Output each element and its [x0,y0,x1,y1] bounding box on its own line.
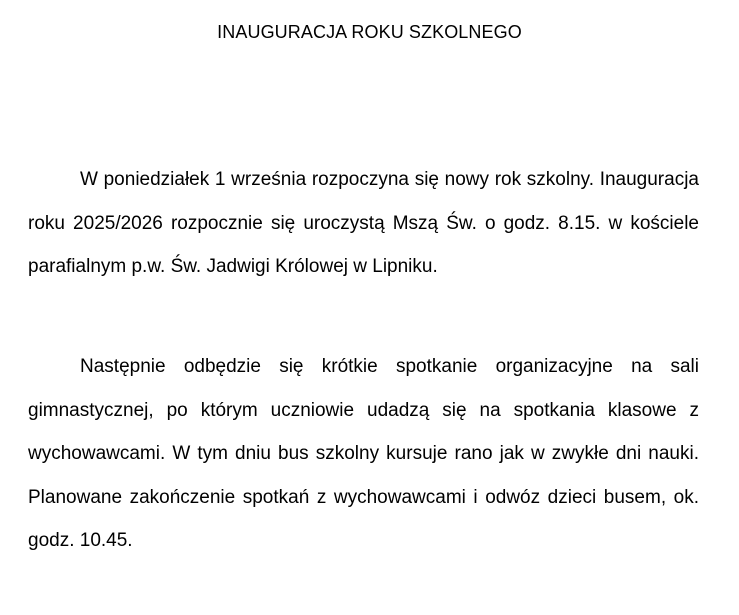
paragraph-inauguration: W poniedziałek 1 września rozpoczyna się nowy rok szkolny. Inauguracja roku 2025/2026 rozpocznie się uroczystą Mszą Św. o godz. 8.15. w kościele parafialnym p.w. Św. Jadwigi Królowej w Lipniku. [28,169,699,277]
document-title: INAUGURACJA ROKU SZKOLNEGO [217,22,522,42]
paragraph-organization: Następnie odbędzie się krótkie spotkanie organizacyjne na sali gimnastycznej, po którym uczniowie udadzą się na spotkania klasowe z wychowawcami. W tym dniu bus szkolny kursuje rano jak w zwykłe dni nauki. Planowane zakończenie spotkań z wychowawcami i odwóz dzieci busem, ok. godz. 10.45. [28,356,699,551]
